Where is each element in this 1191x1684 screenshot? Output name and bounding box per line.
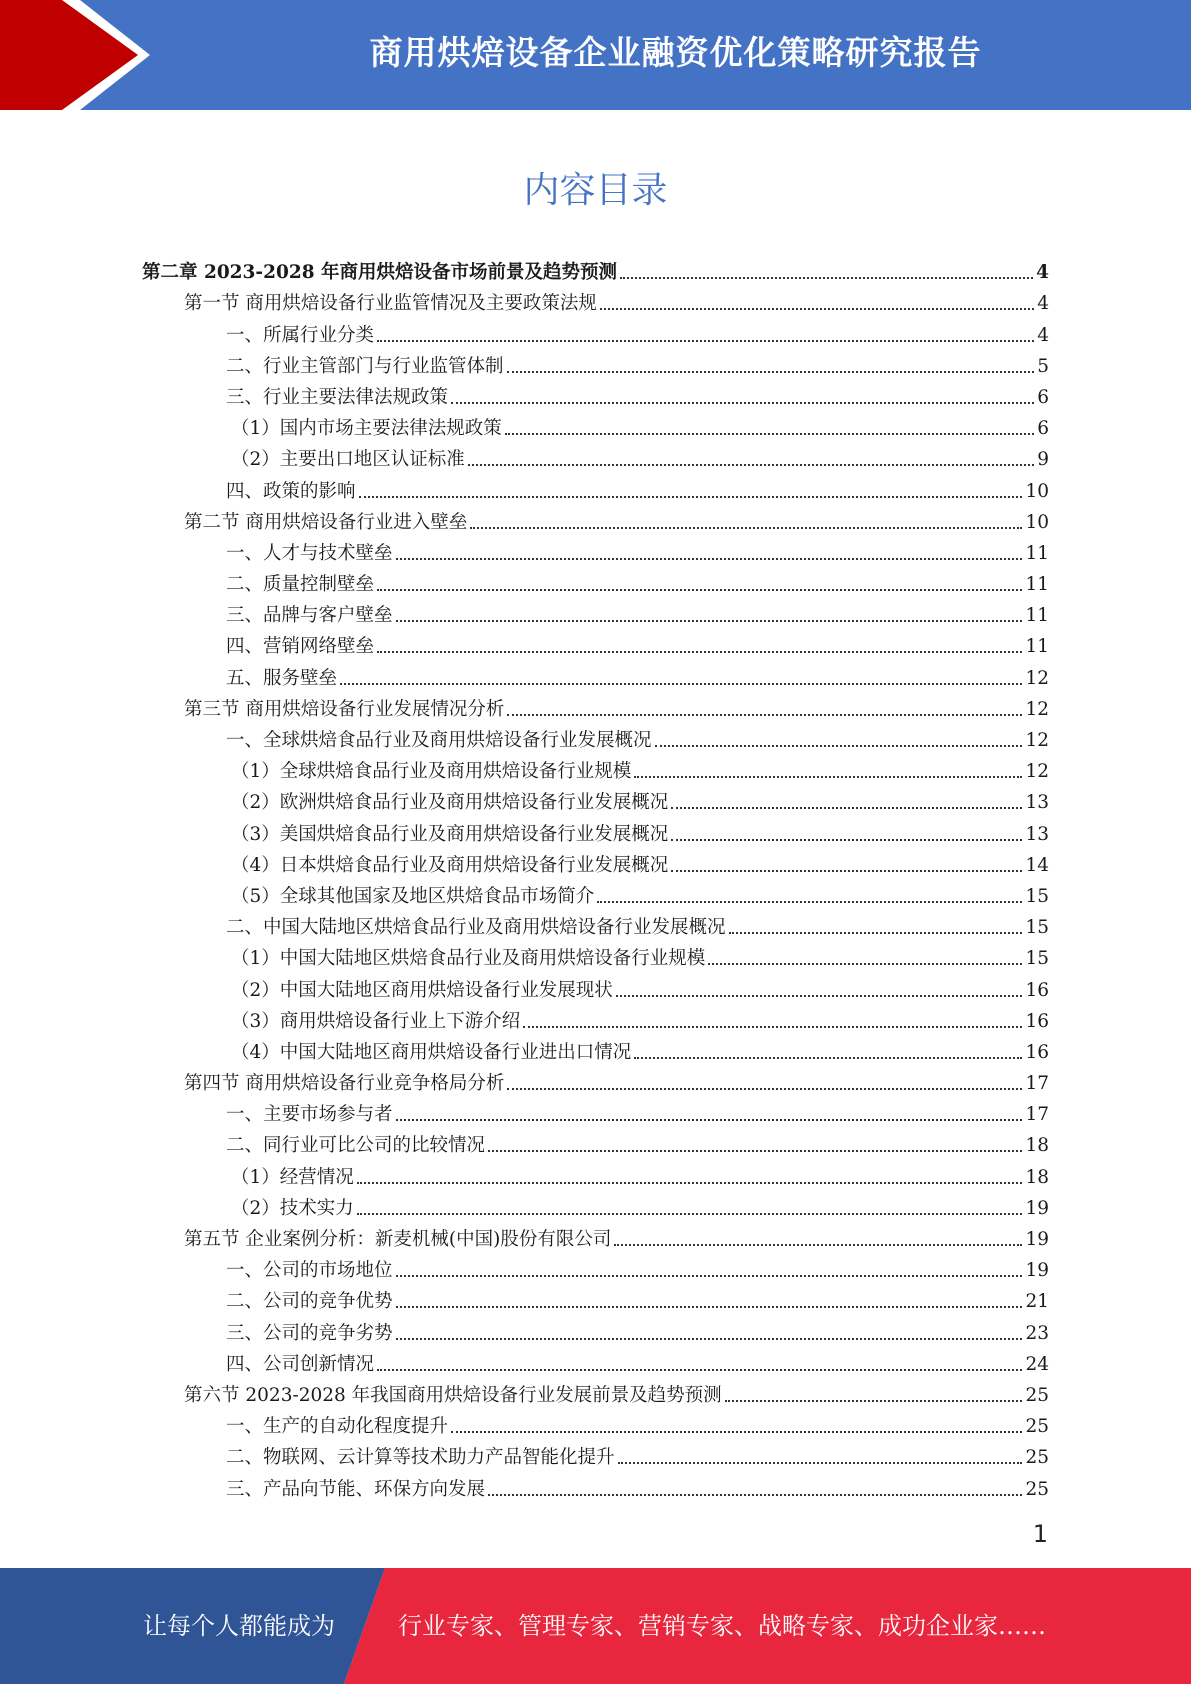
toc-dot-leader — [708, 963, 1022, 965]
toc-entry[interactable] — [142, 1407, 1049, 1438]
toc-entry-page: 16 — [1025, 1041, 1049, 1063]
toc-dot-leader — [725, 1400, 1023, 1402]
toc-entry[interactable] — [142, 1251, 1049, 1282]
toc-dot-leader — [340, 683, 1022, 685]
toc-dot-leader — [377, 340, 1034, 342]
toc-entry-page: 25 — [1025, 1384, 1049, 1406]
toc-entry-page: 15 — [1025, 885, 1049, 907]
toc-dot-leader — [620, 277, 1033, 279]
header-title: 商用烘焙设备企业融资优化策略研究报告 — [369, 33, 982, 72]
toc-entry-page: 25 — [1025, 1478, 1049, 1500]
toc-entry[interactable] — [142, 658, 1049, 689]
toc-entry-page: 6 — [1037, 386, 1049, 408]
toc-entry-page: 4 — [1036, 262, 1049, 284]
toc-entry-page: 5 — [1037, 355, 1049, 377]
toc-entry-label: （2）欧洲烘焙食品行业及商用烘焙设备行业发展概况 — [231, 792, 669, 814]
toc-entry-page: 9 — [1037, 449, 1049, 471]
toc-entry-page: 25 — [1025, 1416, 1049, 1438]
toc-entry-label: （2）技术实力 — [231, 1197, 354, 1219]
toc-entry[interactable] — [142, 1064, 1049, 1095]
toc-entry-page: 19 — [1025, 1260, 1049, 1282]
toc-entry-page: 13 — [1025, 823, 1049, 845]
toc-dot-leader — [468, 464, 1034, 466]
toc-entry-page: 18 — [1025, 1135, 1049, 1157]
toc-entry[interactable] — [142, 347, 1049, 378]
page-header — [0, 0, 1191, 110]
toc-entry-label: 第四节 商用烘焙设备行业竞争格局分析 — [184, 1073, 505, 1095]
toc-dot-leader — [671, 839, 1022, 841]
toc-entry[interactable] — [142, 721, 1049, 752]
toc-entry[interactable] — [142, 1469, 1049, 1500]
table-of-contents — [142, 253, 1049, 1501]
toc-dot-leader — [671, 807, 1022, 809]
toc-entry-label: （4）日本烘焙食品行业及商用烘焙设备行业发展概况 — [231, 854, 669, 876]
toc-dot-leader — [470, 527, 1022, 529]
toc-dot-leader — [377, 651, 1022, 653]
toc-dot-leader — [357, 1182, 1023, 1184]
toc-entry-page: 17 — [1025, 1073, 1049, 1095]
toc-entry-label: 二、行业主管部门与行业监管体制 — [226, 355, 504, 377]
toc-dot-leader — [451, 402, 1034, 404]
toc-entry-label: 二、中国大陆地区烘焙食品行业及商用烘焙设备行业发展概况 — [226, 917, 726, 939]
toc-entry-label: 一、公司的市场地位 — [226, 1260, 393, 1282]
toc-entry[interactable] — [142, 284, 1049, 315]
toc-entry-page: 24 — [1025, 1353, 1049, 1375]
toc-entry[interactable] — [142, 1345, 1049, 1376]
toc-entry[interactable] — [142, 534, 1049, 565]
toc-dot-leader — [488, 1494, 1022, 1496]
toc-entry-label: 三、公司的竞争劣势 — [226, 1322, 393, 1344]
toc-entry-label: 一、所属行业分类 — [226, 324, 375, 346]
toc-entry-page: 21 — [1025, 1291, 1049, 1313]
toc-entry-page: 11 — [1025, 542, 1049, 564]
toc-dot-leader — [396, 1275, 1023, 1277]
toc-entry-page: 16 — [1025, 979, 1049, 1001]
toc-entry[interactable] — [142, 565, 1049, 596]
toc-entry-label: 四、公司创新情况 — [226, 1353, 375, 1375]
toc-entry[interactable] — [142, 471, 1049, 502]
toc-entry[interactable] — [142, 378, 1049, 409]
toc-entry-label: （1）国内市场主要法律法规政策 — [231, 418, 502, 440]
toc-entry-page: 17 — [1025, 1104, 1049, 1126]
footer-slogan-left: 让每个人都能成为 — [143, 1612, 335, 1640]
toc-dot-leader — [396, 558, 1023, 560]
toc-dot-leader — [396, 620, 1023, 622]
toc-entry[interactable] — [142, 409, 1049, 440]
toc-entry-page: 19 — [1025, 1197, 1049, 1219]
toc-entry[interactable] — [142, 1002, 1049, 1033]
toc-entry[interactable] — [142, 596, 1049, 627]
toc-entry-label: （1）经营情况 — [231, 1166, 354, 1188]
toc-entry[interactable] — [142, 783, 1049, 814]
toc-dot-leader — [729, 932, 1023, 934]
toc-entry-label: 四、营销网络壁垒 — [226, 636, 375, 658]
toc-dot-leader — [655, 745, 1023, 747]
toc-entry-label: 一、主要市场参与者 — [226, 1104, 393, 1126]
toc-entry-label: 三、行业主要法律法规政策 — [226, 386, 449, 408]
toc-entry-label: 三、品牌与客户壁垒 — [226, 605, 393, 627]
toc-entry[interactable] — [142, 939, 1049, 970]
toc-entry[interactable] — [142, 503, 1049, 534]
footer-slogan-right: 行业专家、管理专家、营销专家、战略专家、成功企业家…… — [398, 1612, 1046, 1640]
toc-entry-page: 10 — [1025, 511, 1049, 533]
toc-dot-leader — [618, 1462, 1023, 1464]
toc-entry-page: 10 — [1025, 480, 1049, 502]
toc-entry-label: 二、物联网、云计算等技术助力产品智能化提升 — [226, 1447, 615, 1469]
toc-dot-leader — [507, 371, 1035, 373]
toc-entry[interactable] — [142, 877, 1049, 908]
toc-entry-label: 一、人才与技术壁垒 — [226, 542, 393, 564]
toc-entry-page: 12 — [1025, 698, 1049, 720]
toc-entry-label: （2）主要出口地区认证标准 — [231, 449, 465, 471]
toc-entry-page: 4 — [1037, 293, 1049, 315]
toc-dot-leader — [614, 1244, 1022, 1246]
toc-entry-page: 11 — [1025, 574, 1049, 596]
toc-entry[interactable] — [142, 1282, 1049, 1313]
toc-entry-label: 第六节 2023-2028 年我国商用烘焙设备行业发展前景及趋势预测 — [184, 1384, 722, 1406]
toc-dot-leader — [507, 714, 1022, 716]
toc-dot-leader — [488, 1150, 1022, 1152]
toc-entry[interactable] — [142, 440, 1049, 471]
toc-entry-label: 二、质量控制壁垒 — [226, 574, 375, 596]
toc-entry[interactable] — [142, 814, 1049, 845]
toc-entry[interactable] — [142, 1313, 1049, 1344]
toc-entry[interactable] — [142, 1126, 1049, 1157]
toc-entry-page: 15 — [1025, 917, 1049, 939]
toc-dot-leader — [451, 1431, 1022, 1433]
toc-entry-page: 4 — [1037, 324, 1049, 346]
toc-entry-label: 第一节 商用烘焙设备行业监管情况及主要政策法规 — [184, 293, 597, 315]
toc-entry-page: 11 — [1025, 636, 1049, 658]
toc-entry[interactable] — [142, 752, 1049, 783]
toc-entry-label: （5）全球其他国家及地区烘焙食品市场简介 — [231, 885, 595, 907]
toc-entry[interactable] — [142, 970, 1049, 1001]
toc-entry[interactable] — [142, 1376, 1049, 1407]
toc-entry-label: 第五节 企业案例分析：新麦机械(中国)股份有限公司 — [184, 1229, 612, 1250]
toc-dot-leader — [671, 870, 1022, 872]
toc-entry-label: 二、公司的竞争优势 — [226, 1291, 393, 1313]
toc-entry[interactable] — [142, 1157, 1049, 1188]
toc-entry-page: 14 — [1025, 854, 1049, 876]
toc-dot-leader — [597, 901, 1022, 903]
toc-dot-leader — [396, 1119, 1023, 1121]
toc-entry-label: （3）美国烘焙食品行业及商用烘焙设备行业发展概况 — [231, 823, 669, 845]
toc-entry-label: 一、生产的自动化程度提升 — [226, 1416, 449, 1438]
toc-dot-leader — [396, 1338, 1023, 1340]
toc-entry[interactable] — [142, 690, 1049, 721]
toc-entry-page: 11 — [1025, 605, 1049, 627]
toc-dot-leader — [359, 496, 1023, 498]
toc-entry-label: （1）中国大陆地区烘焙食品行业及商用烘焙设备行业规模 — [231, 948, 706, 970]
toc-entry[interactable] — [142, 1033, 1049, 1064]
page-number: 1 — [1032, 1520, 1048, 1548]
toc-dot-leader — [377, 589, 1022, 591]
toc-dot-leader — [507, 1088, 1022, 1090]
toc-entry[interactable] — [142, 908, 1049, 939]
toc-entry[interactable] — [142, 846, 1049, 877]
toc-entry-label: 第二章 2023-2028 年商用烘焙设备市场前景及趋势预测 — [142, 262, 618, 284]
toc-dot-leader — [357, 1213, 1023, 1215]
toc-entry[interactable] — [142, 1189, 1049, 1220]
toc-title: 内容目录 — [523, 170, 668, 211]
toc-entry-page: 15 — [1025, 948, 1049, 970]
toc-entry[interactable] — [142, 627, 1049, 658]
toc-entry-label: 第三节 商用烘焙设备行业发展情况分析 — [184, 698, 505, 720]
toc-entry-page: 13 — [1025, 792, 1049, 814]
toc-dot-leader — [634, 776, 1022, 778]
toc-dot-leader — [523, 1026, 1022, 1028]
toc-entry-page: 18 — [1025, 1166, 1049, 1188]
toc-entry-page: 12 — [1025, 667, 1049, 689]
toc-entry-label: 二、同行业可比公司的比较情况 — [226, 1135, 486, 1157]
toc-entry-label: 三、产品向节能、环保方向发展 — [226, 1478, 486, 1500]
toc-entry-label: 五、服务壁垒 — [226, 667, 338, 689]
toc-dot-leader — [616, 995, 1023, 997]
toc-entry[interactable] — [142, 253, 1049, 284]
toc-dot-leader — [634, 1057, 1022, 1059]
toc-entry-label: 一、全球烘焙食品行业及商用烘焙设备行业发展概况 — [226, 730, 652, 751]
toc-entry-page: 25 — [1025, 1447, 1049, 1469]
toc-entry-label: 四、政策的影响 — [226, 480, 356, 502]
toc-entry-label: （3）商用烘焙设备行业上下游介绍 — [231, 1010, 521, 1032]
toc-entry-label: 第二节 商用烘焙设备行业进入壁垒 — [184, 511, 468, 533]
toc-dot-leader — [600, 308, 1034, 310]
toc-entry[interactable] — [142, 1220, 1049, 1251]
toc-entry[interactable] — [142, 1438, 1049, 1469]
toc-entry-page: 12 — [1025, 761, 1049, 783]
toc-entry-page: 19 — [1025, 1229, 1049, 1250]
toc-entry-page: 12 — [1025, 730, 1049, 751]
toc-dot-leader — [505, 433, 1034, 435]
toc-dot-leader — [396, 1306, 1023, 1308]
toc-entry[interactable] — [142, 1095, 1049, 1126]
toc-entry-page: 6 — [1037, 418, 1049, 440]
toc-entry-label: （4）中国大陆地区商用烘焙设备行业进出口情况 — [231, 1041, 632, 1063]
toc-entry-label: （2）中国大陆地区商用烘焙设备行业发展现状 — [231, 979, 613, 1001]
toc-entry-page: 16 — [1025, 1010, 1049, 1032]
page-footer — [0, 1568, 1191, 1684]
toc-entry-label: （1）全球烘焙食品行业及商用烘焙设备行业规模 — [231, 761, 632, 783]
toc-dot-leader — [377, 1369, 1022, 1371]
toc-entry[interactable] — [142, 315, 1049, 346]
toc-entry-page: 23 — [1025, 1322, 1049, 1344]
